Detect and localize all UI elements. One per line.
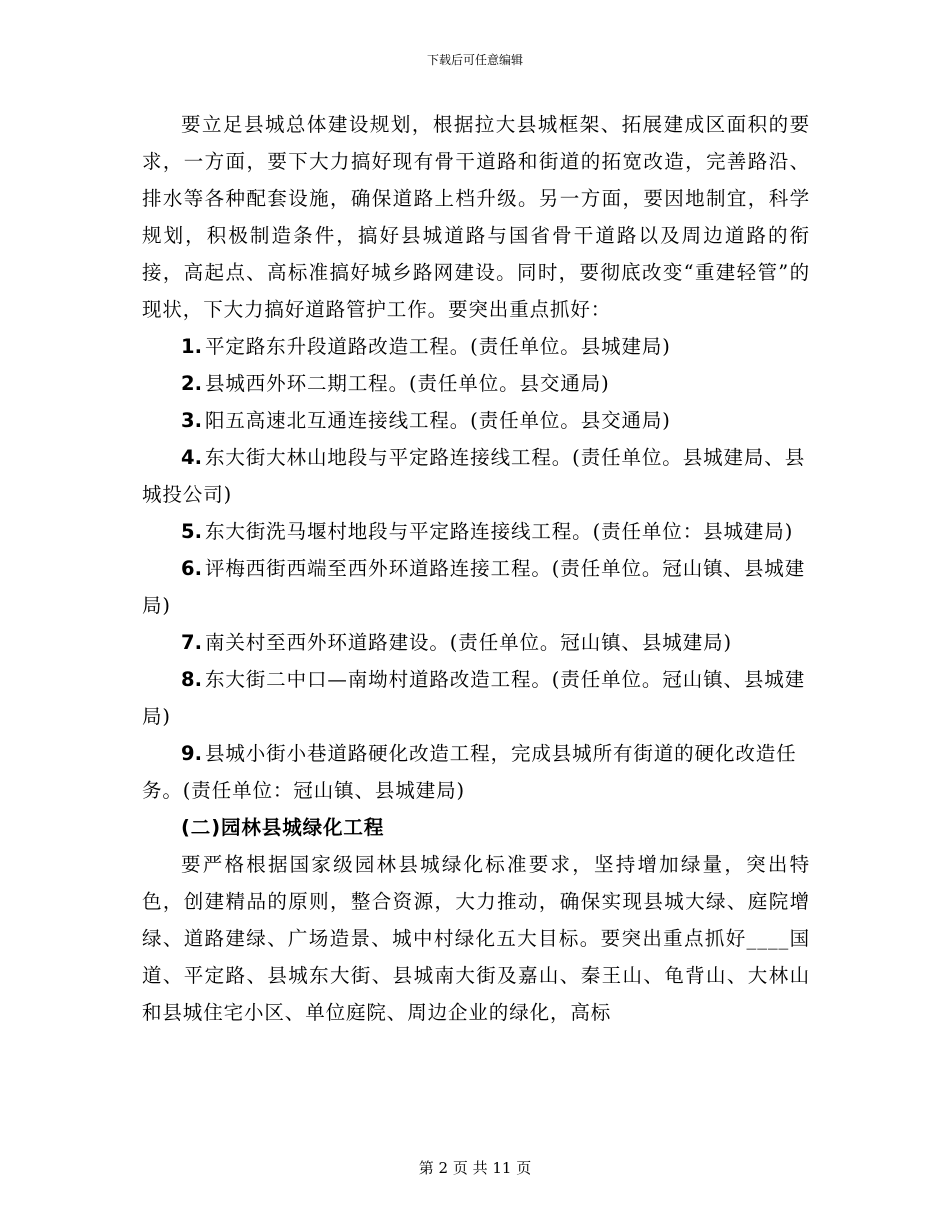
list-item-text: 东大街大林山地段与平定路连接线工程。(责任单位。县城建局、县城投公司) — [142, 446, 806, 506]
list-item-text: 东大街二中口—南坳村道路改造工程。(责任单位。冠山镇、县城建局) — [142, 668, 806, 728]
page-footer: 第 2 页 共 11 页 — [418, 1159, 532, 1177]
list-item-number: 7. — [181, 631, 202, 654]
list-item — [142, 402, 810, 439]
list-item — [142, 735, 810, 809]
list-item-text: 阳五高速北互通连接线工程。(责任单位。县交通局) — [204, 409, 671, 432]
list-item — [142, 550, 810, 624]
list-item — [142, 328, 810, 365]
page-header: 下载后可任意编辑 — [426, 53, 523, 67]
list-item-number: 4. — [181, 446, 202, 469]
list-item — [142, 624, 810, 661]
intro-paragraph: 要立足县城总体建设规划，根据拉大县城框架、拓展建成区面积的要求，一方面，要下大力搞好现有骨干道路和街道的拓宽改造，完善路沿、排水等各种配套设施，确保道路上档升级。另一方面，要因地制宜，科学规划，积极制造条件，搞好县城道路与国省骨干道路以及周边道路的衔接，高起点、高标准搞好城乡路网建设。同时，要彻底改变“重建轻管”的现状，下大力搞好道路管护工作。要突出重点抓好： — [142, 113, 810, 321]
list-item-number: 9. — [181, 742, 202, 765]
section-heading: (二)园林县城绿化工程 — [181, 816, 385, 839]
list-item-text: 东大街洗马堰村地段与平定路连接线工程。(责任单位：县城建局) — [204, 520, 794, 543]
list-item — [142, 439, 810, 513]
list-item-number: 3. — [181, 409, 202, 432]
list-item — [142, 661, 810, 735]
document-body — [142, 106, 810, 1031]
section-paragraph: 要严格根据国家级园林县城绿化标准要求，坚持增加绿量，突出特色，创建精品的原则，整合资源，大力推动，确保实现县城大绿、庭院增绿、道路建绿、广场造景、城中村绿化五大目标。要突出重点抓好____国道、平定路、县城东大街、县城南大街及嘉山、秦王山、龟背山、大林山和县城住宅小区、单位庭院、周边企业的绿化，高标 — [142, 853, 810, 1024]
list-item-text: 县城小街小巷道路硬化改造工程，完成县城所有街道的硬化改造任务。(责任单位：冠山镇、县城建局) — [142, 742, 797, 802]
list-item — [142, 365, 810, 402]
list-item-number: 8. — [181, 668, 202, 691]
list-item-number: 5. — [181, 520, 202, 543]
list-item-number: 2. — [181, 372, 202, 395]
list-item-text: 评梅西街西端至西外环道路连接工程。(责任单位。冠山镇、县城建局) — [142, 557, 806, 617]
list-item-number: 6. — [181, 557, 202, 580]
list-item-number: 1. — [181, 335, 202, 358]
list-item-text: 平定路东升段道路改造工程。(责任单位。县城建局) — [204, 335, 671, 358]
list-item-text: 南关村至西外环道路建设。(责任单位。冠山镇、县城建局) — [204, 631, 732, 654]
list-item-text: 县城西外环二期工程。(责任单位。县交通局) — [204, 372, 610, 395]
list-item — [142, 513, 810, 550]
